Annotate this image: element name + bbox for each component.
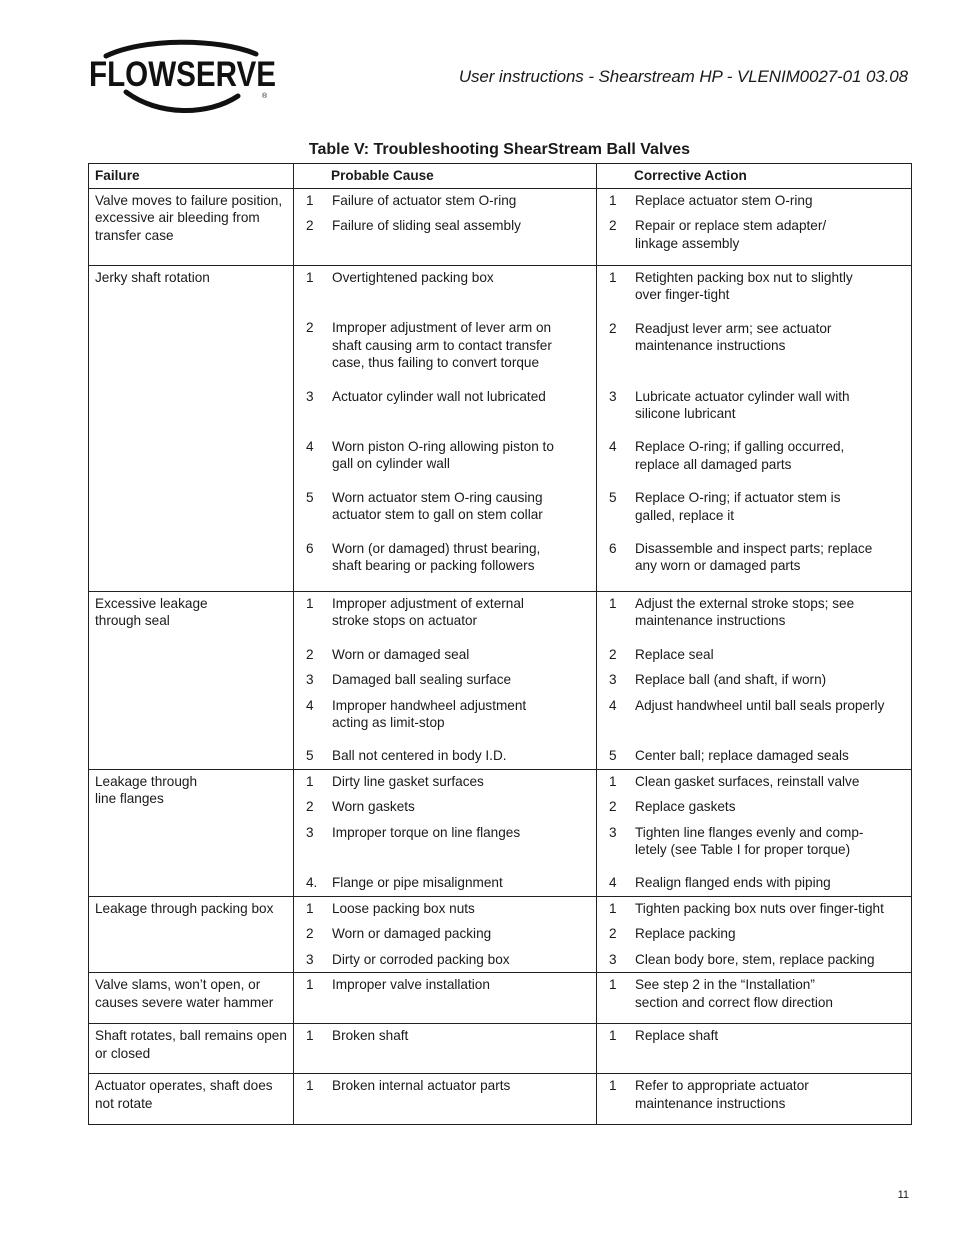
table-row [89, 1024, 912, 1074]
action-item: 4 Realign flanged ends with piping [609, 875, 831, 891]
action-item: 1 See step 2 in the “Installation” section and correct flow direction [609, 977, 833, 1010]
cause-item: 6 Worn (or damaged) thrust bearing, shaft bearing or packing followers [306, 540, 541, 574]
failure-cell: Leakage through line flanges [89, 769, 294, 896]
table-row [89, 769, 912, 896]
cause-item: 3 Dirty or corroded packing box [306, 951, 510, 967]
cause-item: 4 Improper handwheel adjustment acting as limit-stop [306, 697, 527, 731]
action-item: 1 Tighten packing box nuts over finger-tight [609, 900, 884, 916]
cause-item: 2 Failure of sliding seal assembly [306, 218, 521, 234]
failure-cell: Actuator operates, shaft does not rotate [89, 1074, 294, 1125]
action-cell [597, 266, 912, 592]
action-item: 5 Replace O-ring; if actuator stem is galled, replace it [609, 490, 841, 523]
action-item: 3 Tighten line flanges evenly and comp- letely (see Table I for proper torque) [609, 824, 864, 858]
cause-item: 1 Overtightened packing box [306, 270, 494, 285]
header-probable-cause: Probable Cause [294, 164, 597, 189]
action-cell [597, 896, 912, 972]
failure-cell: Shaft rotates, ball remains open or closed [89, 1024, 294, 1074]
action-item: 3 Clean body bore, stem, replace packing [609, 951, 875, 967]
action-item: 1 Adjust the external stroke stops; see maintenance instructions [609, 596, 855, 629]
header-corrective-action: Corrective Action [597, 164, 912, 189]
failure-cell: Valve slams, won’t open, or causes severe water hammer [89, 973, 294, 1024]
cause-item: 1 Dirty line gasket surfaces [306, 773, 484, 789]
cause-cell [294, 592, 597, 770]
cause-item: 2 Worn gaskets [306, 799, 415, 815]
svg-text:®: ® [262, 93, 268, 100]
action-item: 2 Replace seal [609, 646, 714, 662]
action-item: 2 Replace gaskets [609, 799, 736, 815]
action-item: 2 Replace packing [609, 926, 736, 942]
failure-cell: Valve moves to failure position, excessive air bleeding from transfer case [89, 189, 294, 266]
action-cell [597, 592, 912, 770]
table-title: Table V: Troubleshooting ShearStream Ball Valves [308, 141, 691, 158]
cause-item: 4 Worn piston O-ring allowing piston to gall on cylinder wall [306, 439, 554, 472]
cause-cell [294, 973, 597, 1024]
table-row [89, 266, 912, 592]
action-item: 5 Center ball; replace damaged seals [609, 748, 849, 764]
action-item: 2 Repair or replace stem adapter/ linkage assembly [609, 218, 827, 251]
cause-item: 5 Worn actuator stem O-ring causing actuator stem to gall on stem collar [306, 489, 543, 523]
table-row [89, 189, 912, 266]
action-item: 4 Adjust handwheel until ball seals properly [609, 697, 885, 713]
cause-cell [294, 769, 597, 896]
page-number: 11 [897, 1189, 909, 1201]
cause-item: 2 Worn or damaged packing [306, 926, 492, 942]
action-item: 3 Lubricate actuator cylinder wall with silicone lubricant [609, 388, 850, 422]
cause-item: 3 Damaged ball sealing surface [306, 672, 512, 688]
logo-text: FLOWSERVE [89, 55, 276, 94]
cause-item: 2 Worn or damaged seal [306, 646, 470, 662]
flowserve-logo [88, 40, 280, 115]
action-item: 1 Replace actuator stem O-ring [609, 193, 813, 208]
document-header: User instructions - Shearstream HP - VLENIM0027-01 03.08 [458, 67, 908, 86]
cause-item: 2 Improper adjustment of lever arm on shaft causing arm to contact transfer case, thus failing to convert torque [306, 320, 552, 371]
action-item: 1 Retighten packing box nut to slightly over finger-tight [609, 270, 853, 303]
flowserve-logo-mark [88, 40, 280, 115]
table-row [89, 592, 912, 770]
cause-item: 3 Actuator cylinder wall not lubricated [306, 388, 546, 404]
cause-item: 1 Improper valve installation [306, 977, 490, 993]
action-item: 1 Refer to appropriate actuator maintenance instructions [609, 1078, 809, 1111]
cause-item: 3 Improper torque on line flanges [306, 824, 521, 840]
header-failure: Failure [89, 164, 294, 189]
cause-item: 1 Broken internal actuator parts [306, 1078, 511, 1094]
action-cell [597, 769, 912, 896]
action-item: 6 Disassemble and inspect parts; replace any worn or damaged parts [609, 541, 873, 574]
action-cell [597, 1074, 912, 1125]
cause-cell [294, 896, 597, 972]
cause-cell [294, 189, 597, 266]
action-item: 2 Readjust lever arm; see actuator maintenance instructions [609, 320, 832, 354]
cause-item: 1 Loose packing box nuts [306, 900, 475, 916]
table-row [89, 1074, 912, 1125]
cause-cell [294, 1024, 597, 1074]
action-item: 1 Clean gasket surfaces, reinstall valve [609, 773, 860, 789]
cause-cell [294, 266, 597, 592]
action-cell [597, 1024, 912, 1074]
cause-cell [294, 1074, 597, 1125]
table-header-row [89, 164, 912, 189]
cause-item: 1 Failure of actuator stem O-ring [306, 193, 517, 208]
cause-item: 1 Improper adjustment of external stroke stops on actuator [306, 596, 524, 629]
failure-cell: Jerky shaft rotation [89, 266, 294, 592]
cause-item: 5 Ball not centered in body I.D. [306, 748, 507, 764]
table-row [89, 896, 912, 972]
failure-cell: Excessive leakage through seal [89, 592, 294, 770]
action-item: 3 Replace ball (and shaft, if worn) [609, 672, 827, 688]
action-cell [597, 189, 912, 266]
cause-item: 1 Broken shaft [306, 1028, 409, 1044]
troubleshooting-table [88, 163, 912, 1125]
action-item: 1 Replace shaft [609, 1028, 719, 1044]
cause-item: 4. Flange or pipe misalignment [306, 875, 503, 891]
failure-cell: Leakage through packing box [89, 896, 294, 972]
table-row [89, 973, 912, 1024]
action-item: 4 Replace O-ring; if galling occurred, replace all damaged parts [609, 439, 845, 472]
action-cell [597, 973, 912, 1024]
